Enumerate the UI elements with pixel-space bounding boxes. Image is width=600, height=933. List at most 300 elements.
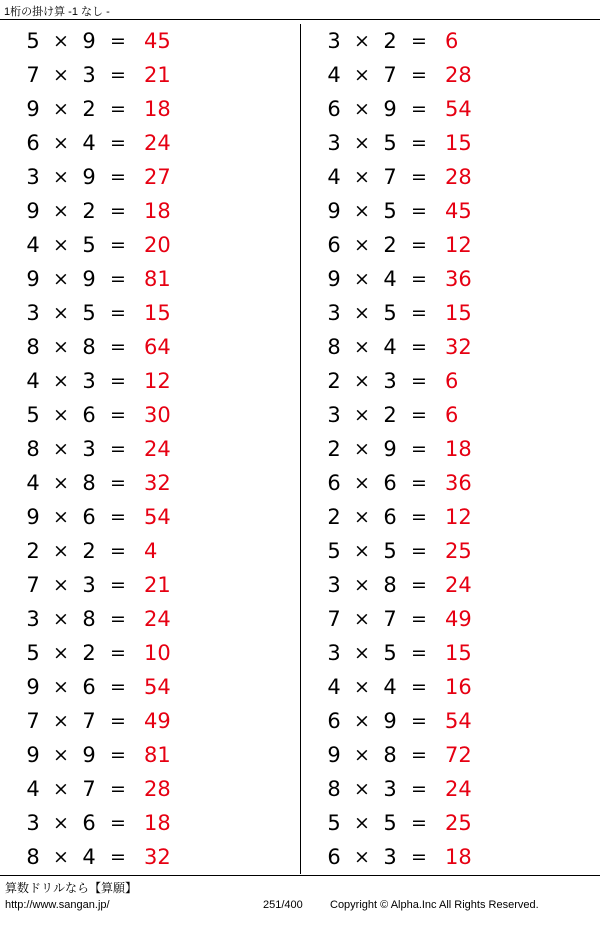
operand-a: 6 [327, 97, 341, 121]
equals-icon: = [411, 574, 427, 596]
operand-b: 9 [82, 743, 96, 767]
answer-value: 10 [144, 641, 171, 665]
equals-icon: = [411, 812, 427, 834]
problem-row [22, 58, 300, 92]
operand-a: 3 [327, 641, 341, 665]
operand-a: 6 [327, 845, 341, 869]
answer-value: 28 [445, 63, 472, 87]
operand-b: 6 [82, 675, 96, 699]
footer-brand: 算数ドリルなら【算願】 [5, 881, 138, 895]
equals-icon: = [411, 846, 427, 868]
answer-value: 25 [445, 539, 472, 563]
equals-icon: = [110, 642, 126, 664]
answer-value: 54 [445, 709, 472, 733]
problem-row [22, 160, 300, 194]
operand-b: 2 [383, 29, 397, 53]
answer-value: 12 [445, 233, 472, 257]
problem-row [22, 840, 300, 874]
equals-icon: = [411, 676, 427, 698]
equals-icon: = [110, 64, 126, 86]
multiply-icon: × [53, 132, 69, 154]
equals-icon: = [411, 472, 427, 494]
multiply-icon: × [354, 64, 370, 86]
problem-row [22, 772, 300, 806]
operand-a: 3 [327, 403, 341, 427]
operand-a: 6 [327, 233, 341, 257]
equals-icon: = [411, 30, 427, 52]
operand-a: 3 [327, 573, 341, 597]
multiply-icon: × [354, 370, 370, 392]
equals-icon: = [110, 812, 126, 834]
answer-value: 64 [144, 335, 171, 359]
operand-a: 6 [327, 471, 341, 495]
problem-row [323, 262, 600, 296]
operand-b: 9 [383, 709, 397, 733]
operand-b: 4 [82, 131, 96, 155]
equals-icon: = [110, 166, 126, 188]
answer-value: 32 [144, 471, 171, 495]
operand-a: 7 [26, 573, 40, 597]
answer-value: 15 [445, 641, 472, 665]
operand-a: 7 [327, 607, 341, 631]
operand-a: 2 [327, 505, 341, 529]
problem-row [22, 228, 300, 262]
answer-value: 54 [144, 675, 171, 699]
answer-value: 81 [144, 267, 171, 291]
multiply-icon: × [354, 574, 370, 596]
operand-a: 4 [327, 675, 341, 699]
problem-row [323, 58, 600, 92]
answer-value: 18 [445, 437, 472, 461]
operand-b: 2 [82, 641, 96, 665]
equals-icon: = [110, 778, 126, 800]
operand-a: 3 [327, 29, 341, 53]
operand-a: 3 [26, 165, 40, 189]
problem-row [22, 534, 300, 568]
answer-value: 81 [144, 743, 171, 767]
operand-b: 4 [82, 845, 96, 869]
equals-icon: = [110, 506, 126, 528]
equals-icon: = [411, 98, 427, 120]
answer-value: 15 [445, 131, 472, 155]
operand-b: 3 [82, 369, 96, 393]
operand-a: 9 [327, 199, 341, 223]
answer-value: 32 [445, 335, 472, 359]
multiply-icon: × [53, 302, 69, 324]
multiply-icon: × [354, 642, 370, 664]
answer-value: 16 [445, 675, 472, 699]
problem-row [22, 296, 300, 330]
equals-icon: = [411, 336, 427, 358]
operand-a: 8 [327, 777, 341, 801]
multiply-icon: × [354, 98, 370, 120]
problem-row [323, 636, 600, 670]
equals-icon: = [411, 132, 427, 154]
operand-a: 4 [26, 369, 40, 393]
multiply-icon: × [53, 404, 69, 426]
answer-value: 12 [445, 505, 472, 529]
equals-icon: = [110, 98, 126, 120]
answer-value: 24 [144, 437, 171, 461]
operand-b: 2 [383, 233, 397, 257]
problem-row [323, 126, 600, 160]
answer-value: 25 [445, 811, 472, 835]
multiply-icon: × [53, 370, 69, 392]
answer-value: 4 [144, 539, 158, 563]
problem-row [323, 92, 600, 126]
multiply-icon: × [53, 234, 69, 256]
operand-a: 3 [327, 301, 341, 325]
operand-a: 9 [26, 199, 40, 223]
multiply-icon: × [53, 268, 69, 290]
operand-a: 9 [26, 743, 40, 767]
equals-icon: = [110, 472, 126, 494]
answer-value: 18 [144, 199, 171, 223]
operand-b: 5 [383, 539, 397, 563]
multiply-icon: × [354, 778, 370, 800]
operand-a: 9 [26, 267, 40, 291]
answer-value: 54 [144, 505, 171, 529]
problem-row [323, 704, 600, 738]
multiply-icon: × [354, 608, 370, 630]
operand-a: 3 [26, 607, 40, 631]
multiply-icon: × [53, 778, 69, 800]
answer-value: 27 [144, 165, 171, 189]
equals-icon: = [411, 200, 427, 222]
multiply-icon: × [354, 336, 370, 358]
problem-row [323, 840, 600, 874]
page-header [0, 0, 600, 20]
operand-a: 4 [26, 471, 40, 495]
multiply-icon: × [53, 200, 69, 222]
page-title: 1桁の掛け算 -1 なし - [4, 6, 110, 18]
equals-icon: = [110, 132, 126, 154]
equals-icon: = [411, 370, 427, 392]
equals-icon: = [411, 438, 427, 460]
problem-row [323, 330, 600, 364]
operand-a: 5 [26, 403, 40, 427]
answer-value: 28 [144, 777, 171, 801]
operand-b: 8 [383, 743, 397, 767]
problem-row [323, 534, 600, 568]
problem-columns [0, 24, 600, 874]
problem-row [22, 262, 300, 296]
problem-row [22, 24, 300, 58]
equals-icon: = [110, 744, 126, 766]
problem-row [22, 806, 300, 840]
multiply-icon: × [53, 710, 69, 732]
problem-row [22, 704, 300, 738]
operand-b: 7 [383, 165, 397, 189]
left-column [0, 24, 300, 874]
equals-icon: = [110, 30, 126, 52]
problem-row [323, 738, 600, 772]
equals-icon: = [411, 268, 427, 290]
right-column [300, 24, 600, 874]
problem-row [323, 602, 600, 636]
problem-row [323, 466, 600, 500]
footer-copyright: Copyright © Alpha.Inc All Rights Reserved. [330, 899, 539, 911]
equals-icon: = [411, 506, 427, 528]
equals-icon: = [110, 574, 126, 596]
problem-row [22, 92, 300, 126]
operand-a: 4 [327, 63, 341, 87]
answer-value: 30 [144, 403, 171, 427]
problem-row [22, 602, 300, 636]
operand-b: 2 [82, 539, 96, 563]
multiply-icon: × [354, 744, 370, 766]
operand-b: 3 [82, 437, 96, 461]
problem-row [22, 636, 300, 670]
operand-a: 6 [327, 709, 341, 733]
answer-value: 49 [445, 607, 472, 631]
problem-row [22, 500, 300, 534]
answer-value: 24 [144, 607, 171, 631]
operand-b: 5 [82, 301, 96, 325]
multiply-icon: × [354, 506, 370, 528]
operand-a: 8 [26, 437, 40, 461]
equals-icon: = [110, 676, 126, 698]
operand-a: 2 [327, 437, 341, 461]
problem-row [22, 364, 300, 398]
operand-a: 3 [26, 811, 40, 835]
multiply-icon: × [53, 574, 69, 596]
multiply-icon: × [354, 438, 370, 460]
answer-value: 28 [445, 165, 472, 189]
problem-row [323, 296, 600, 330]
operand-b: 7 [383, 63, 397, 87]
equals-icon: = [110, 540, 126, 562]
answer-value: 45 [445, 199, 472, 223]
multiply-icon: × [354, 710, 370, 732]
multiply-icon: × [354, 812, 370, 834]
operand-b: 5 [82, 233, 96, 257]
answer-value: 45 [144, 29, 171, 53]
operand-a: 5 [26, 29, 40, 53]
equals-icon: = [411, 404, 427, 426]
answer-value: 36 [445, 471, 472, 495]
answer-value: 12 [144, 369, 171, 393]
equals-icon: = [411, 710, 427, 732]
operand-b: 7 [82, 709, 96, 733]
answer-value: 6 [445, 369, 459, 393]
operand-a: 3 [26, 301, 40, 325]
answer-value: 49 [144, 709, 171, 733]
problem-row [22, 194, 300, 228]
equals-icon: = [411, 744, 427, 766]
multiply-icon: × [354, 30, 370, 52]
operand-b: 3 [82, 63, 96, 87]
operand-b: 5 [383, 131, 397, 155]
answer-value: 24 [445, 573, 472, 597]
equals-icon: = [411, 778, 427, 800]
problem-row [323, 772, 600, 806]
equals-icon: = [110, 234, 126, 256]
operand-a: 5 [26, 641, 40, 665]
operand-a: 6 [26, 131, 40, 155]
problem-row [323, 432, 600, 466]
operand-b: 6 [82, 811, 96, 835]
answer-value: 21 [144, 63, 171, 87]
answer-value: 24 [144, 131, 171, 155]
multiply-icon: × [53, 30, 69, 52]
equals-icon: = [110, 608, 126, 630]
operand-b: 8 [383, 573, 397, 597]
answer-value: 54 [445, 97, 472, 121]
equals-icon: = [110, 438, 126, 460]
answer-value: 72 [445, 743, 472, 767]
multiply-icon: × [354, 540, 370, 562]
operand-b: 4 [383, 267, 397, 291]
equals-icon: = [411, 608, 427, 630]
operand-b: 4 [383, 675, 397, 699]
multiply-icon: × [53, 642, 69, 664]
operand-b: 3 [383, 845, 397, 869]
problem-row [323, 160, 600, 194]
equals-icon: = [110, 846, 126, 868]
multiply-icon: × [354, 472, 370, 494]
equals-icon: = [110, 268, 126, 290]
operand-a: 9 [327, 267, 341, 291]
footer-divider [0, 875, 600, 876]
page-footer [0, 875, 600, 933]
operand-a: 4 [26, 233, 40, 257]
operand-b: 9 [82, 29, 96, 53]
multiply-icon: × [354, 132, 370, 154]
problem-row [323, 670, 600, 704]
operand-b: 2 [82, 199, 96, 223]
problem-row [323, 228, 600, 262]
multiply-icon: × [53, 812, 69, 834]
operand-b: 6 [82, 403, 96, 427]
multiply-icon: × [53, 98, 69, 120]
answer-value: 21 [144, 573, 171, 597]
answer-value: 6 [445, 403, 459, 427]
problem-row [22, 126, 300, 160]
equals-icon: = [411, 64, 427, 86]
equals-icon: = [411, 234, 427, 256]
operand-a: 4 [327, 165, 341, 189]
footer-page-number: 251/400 [263, 899, 303, 911]
operand-b: 9 [82, 165, 96, 189]
answer-value: 6 [445, 29, 459, 53]
problem-row [323, 500, 600, 534]
operand-a: 9 [26, 97, 40, 121]
multiply-icon: × [354, 166, 370, 188]
operand-b: 6 [383, 505, 397, 529]
equals-icon: = [110, 200, 126, 222]
multiply-icon: × [354, 234, 370, 256]
problem-row [323, 24, 600, 58]
operand-a: 9 [327, 743, 341, 767]
footer-url[interactable]: http://www.sangan.jp/ [5, 899, 110, 911]
multiply-icon: × [53, 64, 69, 86]
problem-row [323, 568, 600, 602]
multiply-icon: × [53, 540, 69, 562]
operand-b: 8 [82, 607, 96, 631]
equals-icon: = [110, 710, 126, 732]
operand-b: 9 [82, 267, 96, 291]
operand-a: 5 [327, 811, 341, 835]
operand-a: 8 [26, 845, 40, 869]
equals-icon: = [110, 404, 126, 426]
multiply-icon: × [354, 268, 370, 290]
equals-icon: = [110, 302, 126, 324]
operand-a: 4 [26, 777, 40, 801]
operand-a: 7 [26, 63, 40, 87]
operand-a: 2 [26, 539, 40, 563]
problem-row [22, 568, 300, 602]
problem-row [323, 398, 600, 432]
answer-value: 24 [445, 777, 472, 801]
answer-value: 20 [144, 233, 171, 257]
operand-b: 5 [383, 199, 397, 223]
operand-a: 8 [26, 335, 40, 359]
multiply-icon: × [354, 404, 370, 426]
equals-icon: = [411, 642, 427, 664]
operand-a: 9 [26, 675, 40, 699]
operand-b: 5 [383, 641, 397, 665]
multiply-icon: × [354, 302, 370, 324]
answer-value: 18 [144, 97, 171, 121]
operand-b: 2 [383, 403, 397, 427]
operand-a: 2 [327, 369, 341, 393]
problem-row [22, 432, 300, 466]
multiply-icon: × [354, 676, 370, 698]
problem-row [323, 806, 600, 840]
answer-value: 15 [445, 301, 472, 325]
problem-row [22, 466, 300, 500]
operand-b: 7 [383, 607, 397, 631]
answer-value: 15 [144, 301, 171, 325]
multiply-icon: × [53, 166, 69, 188]
operand-b: 4 [383, 335, 397, 359]
operand-b: 6 [383, 471, 397, 495]
multiply-icon: × [53, 438, 69, 460]
operand-b: 7 [82, 777, 96, 801]
problem-row [22, 738, 300, 772]
equals-icon: = [411, 302, 427, 324]
operand-b: 3 [82, 573, 96, 597]
multiply-icon: × [53, 676, 69, 698]
operand-b: 9 [383, 97, 397, 121]
multiply-icon: × [53, 608, 69, 630]
operand-a: 7 [26, 709, 40, 733]
answer-value: 36 [445, 267, 472, 291]
problem-row [323, 194, 600, 228]
problem-row [22, 330, 300, 364]
problem-row [22, 398, 300, 432]
operand-a: 8 [327, 335, 341, 359]
answer-value: 32 [144, 845, 171, 869]
equals-icon: = [110, 370, 126, 392]
operand-a: 3 [327, 131, 341, 155]
operand-b: 2 [82, 97, 96, 121]
equals-icon: = [110, 336, 126, 358]
equals-icon: = [411, 166, 427, 188]
operand-b: 9 [383, 437, 397, 461]
operand-b: 3 [383, 777, 397, 801]
multiply-icon: × [354, 200, 370, 222]
operand-b: 5 [383, 811, 397, 835]
multiply-icon: × [53, 846, 69, 868]
equals-icon: = [411, 540, 427, 562]
operand-b: 3 [383, 369, 397, 393]
multiply-icon: × [354, 846, 370, 868]
answer-value: 18 [445, 845, 472, 869]
operand-a: 5 [327, 539, 341, 563]
operand-a: 9 [26, 505, 40, 529]
